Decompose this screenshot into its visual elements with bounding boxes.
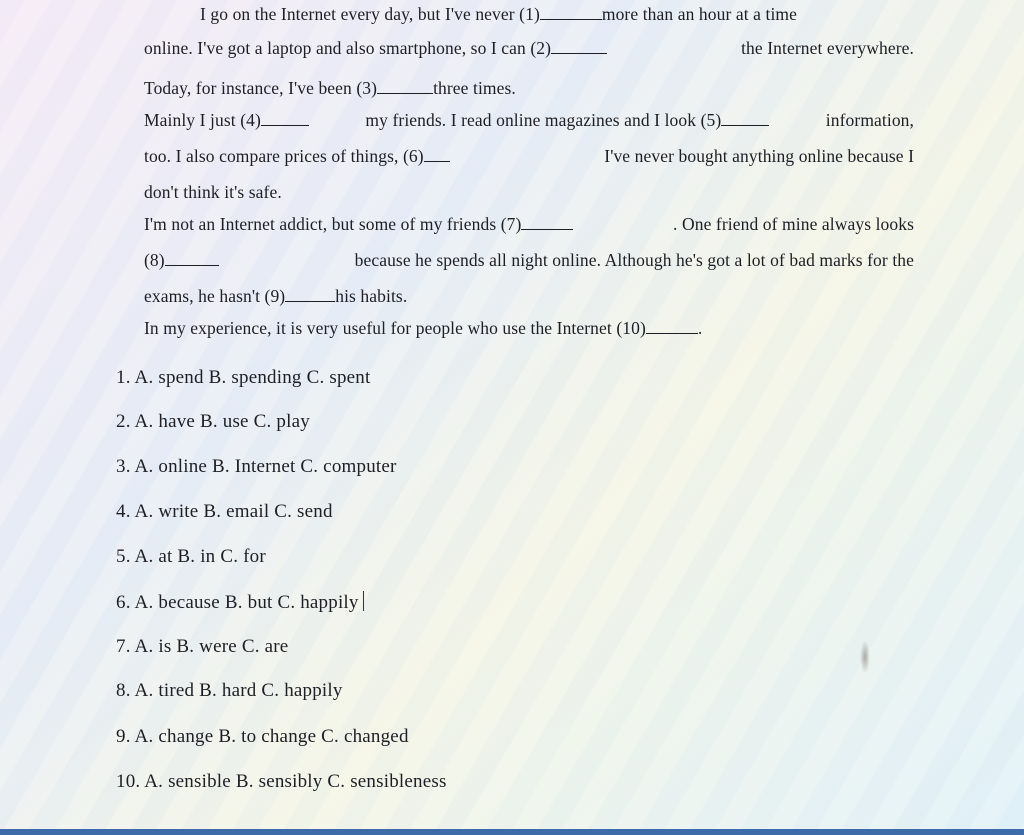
passage-text: information, [825,110,914,130]
passage-text: because he spends all night online. Although he's got a lot of bad marks for the [354,250,914,270]
passage-line-3 [144,78,516,99]
option-item-9: 9. A. change B. to change C. changed [116,726,409,747]
passage-text: more than an hour at a time [601,4,798,24]
option-item-4: 4. A. write B. email C. send [116,501,333,522]
passage-text: too. I also compare prices of things, (6) [144,146,424,166]
answer-blank-7 [521,215,573,230]
passage-text: . [697,318,703,338]
answer-blank-9 [285,287,335,302]
option-item-2: 2. A. have B. use C. play [116,411,310,432]
passage-line-5 [144,146,914,167]
passage-line-8 [144,250,914,271]
option-item-6 [116,591,364,614]
paper-smudge [860,640,870,674]
passage-text: . One friend of mine always looks [673,214,914,234]
passage-text: I'm not an Internet addict, but some of my friends (7) [144,214,522,234]
passage-line-10 [144,318,702,339]
option-item-7: 7. A. is B. were C. are [116,636,289,657]
passage-text: the Internet everywhere. [741,38,914,58]
passage-text: his habits. [335,286,408,306]
option-item-3: 3. A. online B. Internet C. computer [116,456,397,477]
passage-text: I've never bought anything online because I [604,146,914,166]
answer-blank-5 [721,111,769,126]
option-item-1: 1. A. spend B. spending C. spent [116,367,371,388]
answer-blank-2 [551,39,607,54]
answer-blank-8 [165,251,219,266]
answer-blank-1 [540,5,602,20]
answer-blank-3 [377,79,433,94]
passage-line-7 [144,214,914,235]
option-item-10: 10. A. sensible B. sensibly C. sensibleness [116,771,447,792]
option-text: 6. A. because B. but C. happily [116,592,359,613]
passage-text: In my experience, it is very useful for people who use the Internet (10) [144,318,646,338]
option-item-8: 8. A. tired B. hard C. happily [116,680,343,701]
passage-text: Today, for instance, I've been (3) [144,78,378,98]
passage-text: three times. [433,78,516,98]
passage-line-2 [144,38,914,59]
answer-blank-10 [646,319,698,334]
passage-text: my friends. I read online magazines and I look (5) [365,110,722,130]
answer-blank-6 [424,147,450,162]
answer-blank-4 [261,111,309,126]
passage-line-9 [144,286,407,307]
passage-text: online. I've got a laptop and also smartphone, so I can (2) [144,38,552,58]
passage-text: Mainly I just (4) [144,110,261,130]
passage-line-4 [144,110,914,131]
passage-text: I go on the Internet every day, but I've never (1) [200,4,540,24]
passage-text: exams, he hasn't (9) [144,286,286,306]
passage-line-1 [200,4,797,25]
option-item-5: 5. A. at B. in C. for [116,546,266,567]
passage-line-6: don't think it's safe. [144,182,282,202]
screen-bottom-edge [0,829,1024,835]
passage-text: (8) [144,250,165,270]
text-cursor [363,591,364,611]
